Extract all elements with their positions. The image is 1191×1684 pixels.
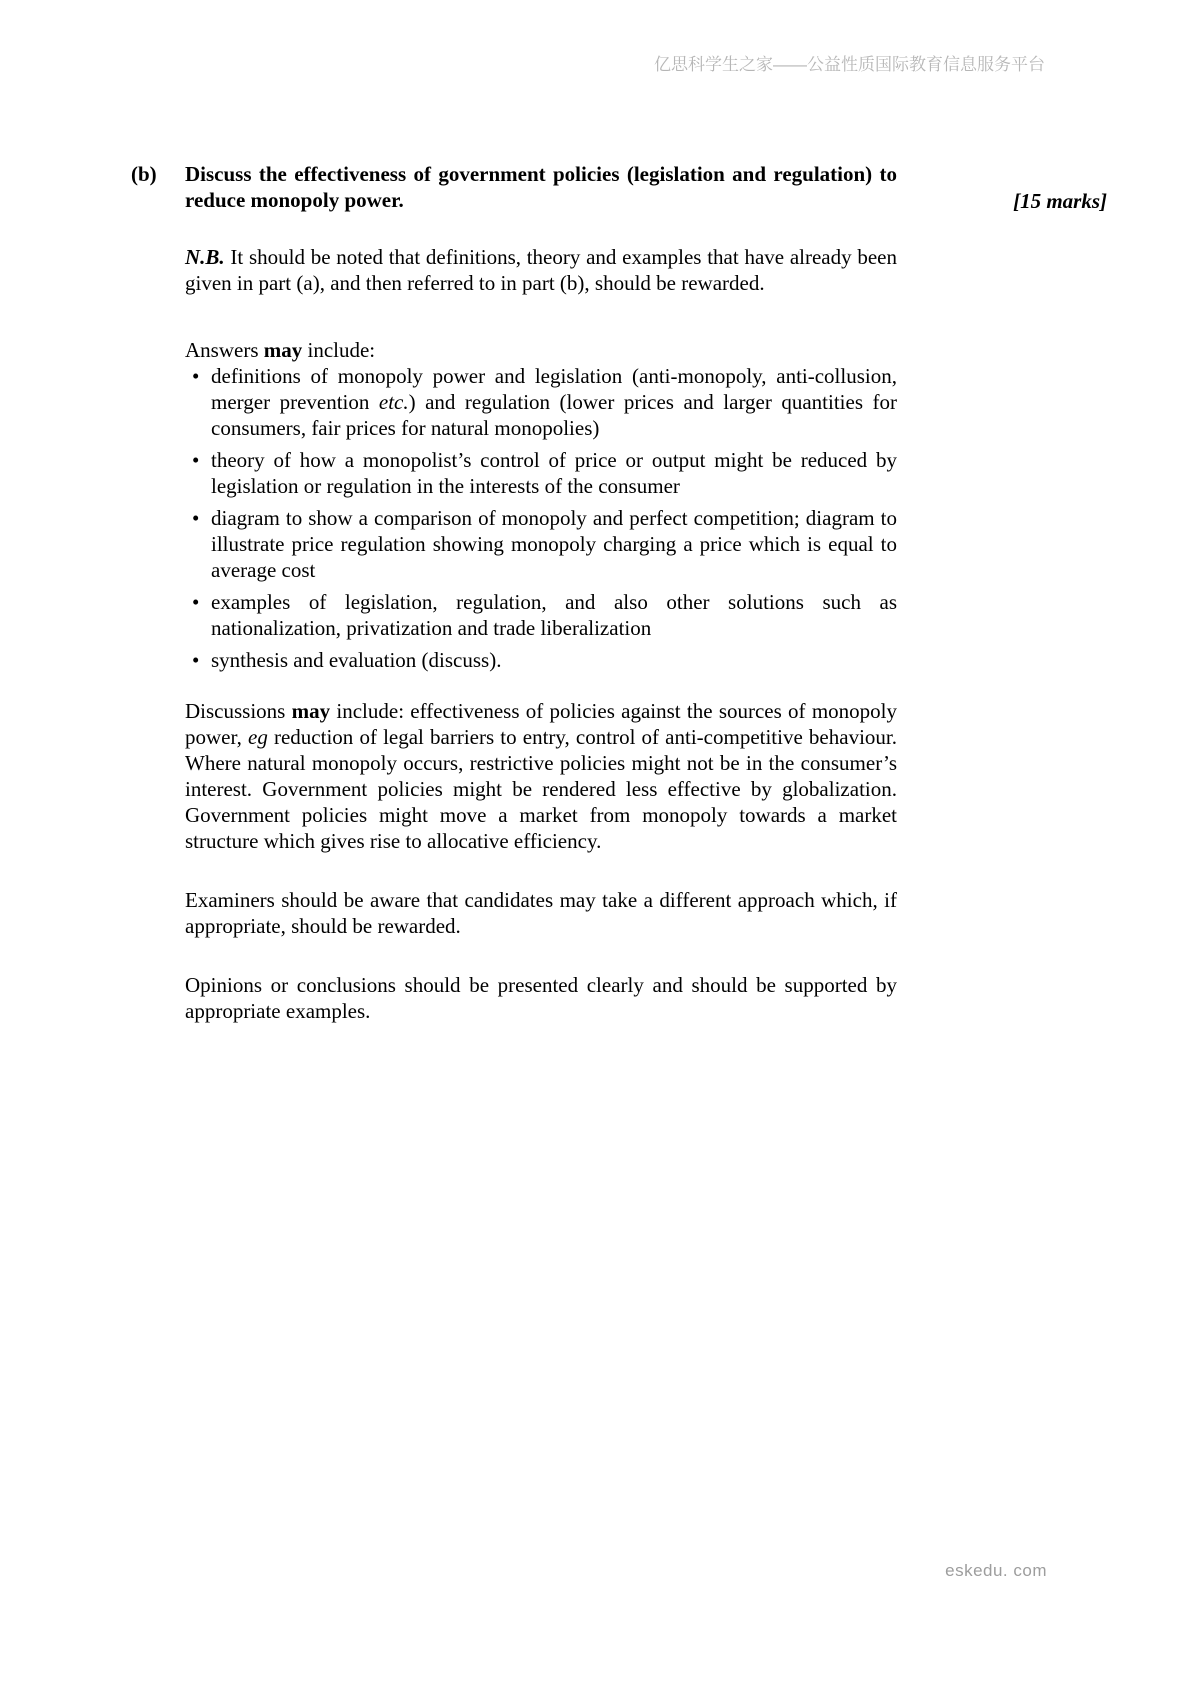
answers-intro-post: include: <box>302 338 376 362</box>
examiners-paragraph: Examiners should be aware that candidates may take a different approach which, if appropriate, should be rewarded. <box>185 888 897 938</box>
opinions-paragraph: Opinions or conclusions should be presented clearly and should be supported by appropriate examples. <box>185 973 897 1023</box>
question-row <box>131 161 1107 213</box>
discussion-paragraph <box>185 698 897 854</box>
nb-text: It should be noted that definitions, theory and examples that have already been given in part (a), and then referred to in part (b), should be rewarded. <box>185 245 897 295</box>
discussion-pre: Discussions <box>185 699 292 723</box>
nb-paragraph <box>185 244 897 296</box>
bullet-item-diagram <box>185 505 897 583</box>
bullet-text-pre: diagram to show a comparison of monopoly and perfect competition; diagram to illustrate price regulation showing monopoly charging a price which is equal to average cost <box>211 506 897 582</box>
bullet-dot: • <box>192 590 200 614</box>
answers-bullet-list <box>185 363 897 673</box>
footer-watermark: eskedu. com <box>945 1561 1047 1580</box>
answers-intro-bold: may <box>263 338 303 362</box>
bullet-text-italic: etc. <box>378 390 409 414</box>
bullet-item-definitions <box>185 363 897 441</box>
bullet-text-post: ) and regulation (lower prices and larger quantities for consumers, fair prices for natural monopolies) <box>211 390 897 440</box>
discussion-bold: may <box>291 699 331 723</box>
bullet-text-pre: definitions of monopoly power and legislation (anti-monopoly, anti-collusion, merger prevention <box>211 364 897 414</box>
answers-intro <box>185 337 897 363</box>
mark-scheme-content <box>131 161 1107 1024</box>
bullet-item-theory <box>185 447 897 499</box>
header-watermark: 亿思科学生之家——公益性质国际教育信息服务平台 <box>654 55 1045 74</box>
bullet-dot: • <box>192 506 200 530</box>
question-prompt: Discuss the effectiveness of government policies (legislation and regulation) to reduce monopoly power. <box>185 162 897 212</box>
bullet-item-synthesis <box>185 647 897 673</box>
marks-allocation: [15 marks] <box>1013 189 1107 213</box>
answers-intro-pre: Answers <box>185 338 264 362</box>
question-part-label: (b) <box>131 162 157 186</box>
bullet-text-pre: synthesis and evaluation (discuss). <box>211 648 502 672</box>
discussion-post: reduction of legal barriers to entry, control of anti-competitive behaviour. Where natural monopoly occurs, restrictive policies might not be in the consumer’s interest. Government policies might be rendered less effective by globalization. Government policies might move a market from monopoly towards a market structure which gives rise to allocative efficiency. <box>185 725 897 853</box>
nb-lead-label: N.B. <box>185 245 225 269</box>
bullet-item-examples <box>185 589 897 641</box>
discussion-italic: eg <box>248 725 268 749</box>
discussion-mid: include: effectiveness of policies against the sources of monopoly power, <box>185 699 897 749</box>
bullet-text-pre: examples of legislation, regulation, and also other solutions such as nationalization, privatization and trade liberalization <box>211 590 897 640</box>
bullet-dot: • <box>192 448 200 472</box>
bullet-dot: • <box>192 364 200 388</box>
bullet-dot: • <box>192 648 200 672</box>
bullet-text-pre: theory of how a monopolist’s control of price or output might be reduced by legislation or regulation in the interests of the consumer <box>211 448 897 498</box>
